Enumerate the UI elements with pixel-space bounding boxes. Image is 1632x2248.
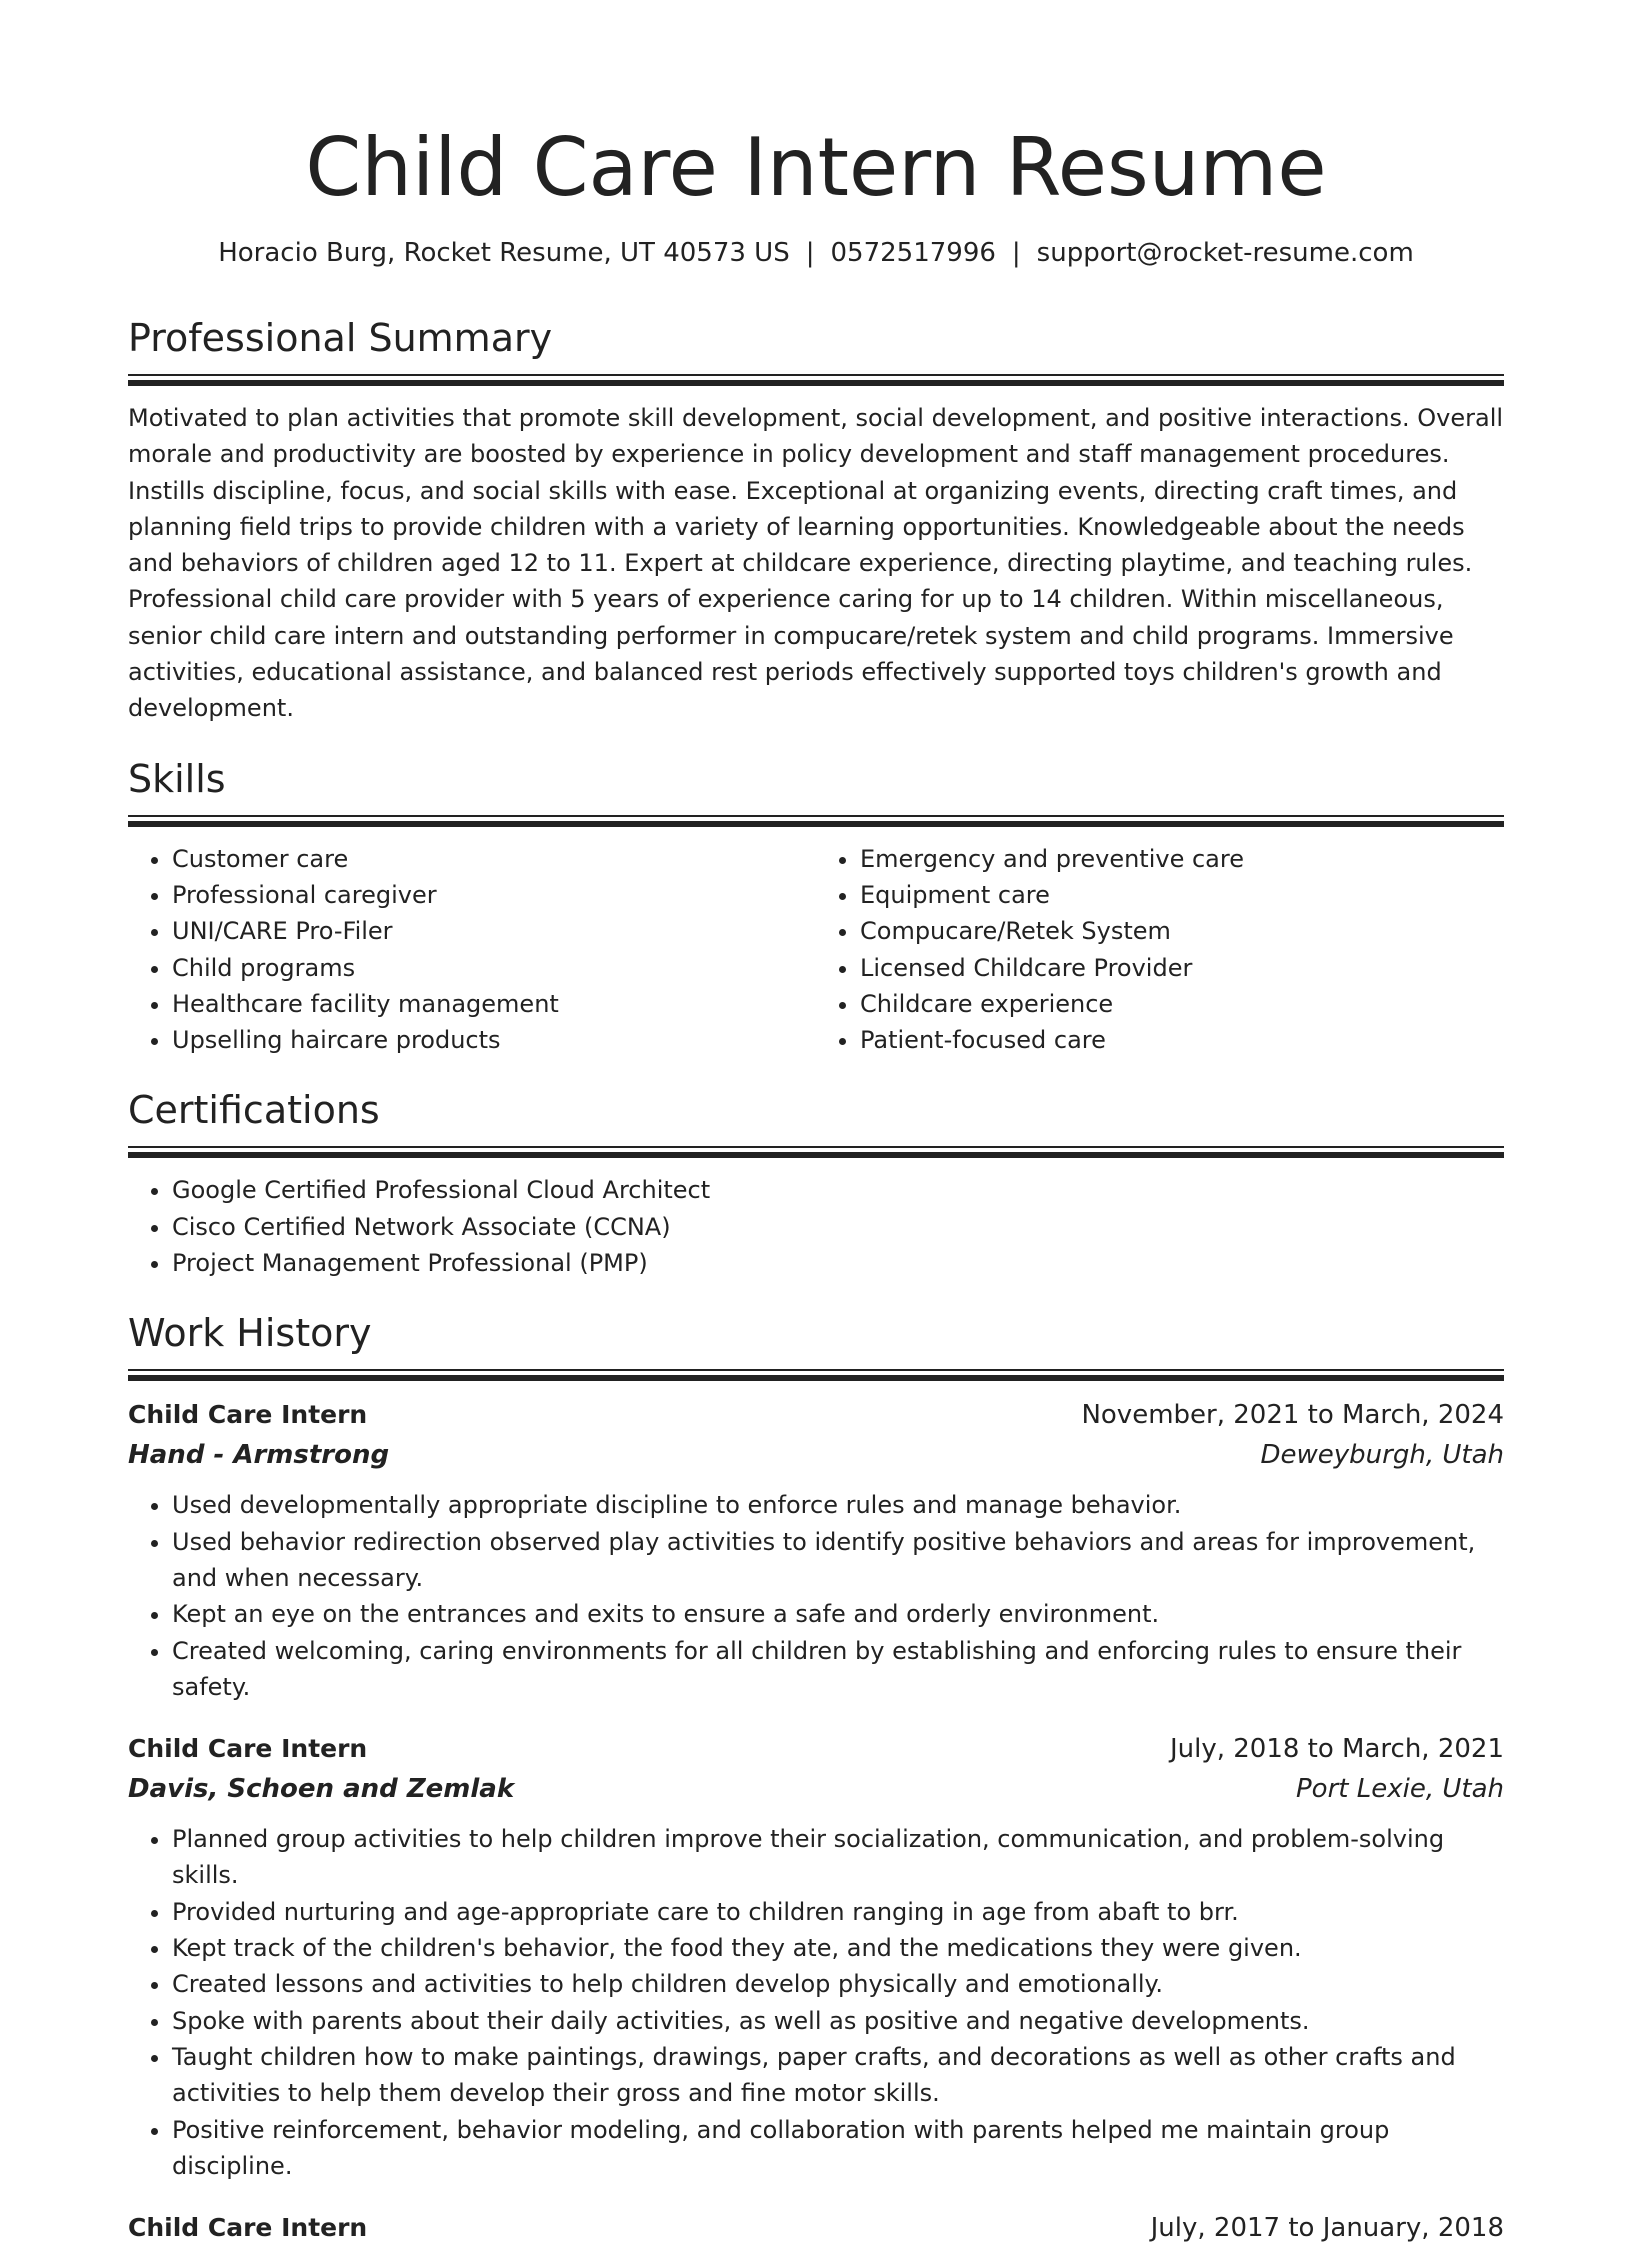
work-history-heading: Work History bbox=[128, 1311, 372, 1356]
resume-page bbox=[128, 0, 1504, 2248]
skill-item: • Upselling haircare products bbox=[172, 1022, 816, 1058]
certification-item: • Project Management Professional (PMP) bbox=[172, 1245, 1504, 1281]
contact-line bbox=[128, 236, 1504, 270]
skill-item: • Child programs bbox=[172, 950, 816, 986]
job-title: Child Care Intern bbox=[128, 1734, 368, 1764]
job-bullet: • Kept track of the children's behavior, the food they ate, and the medications they were given. bbox=[172, 1930, 1504, 1966]
job-bullet: • Spoke with parents about their daily activities, as well as positive and negative developments. bbox=[172, 2003, 1504, 2039]
job-bullet: • Created welcoming, caring environments for all children by establishing and enforcing rules to ensure their safety. bbox=[172, 1633, 1504, 1706]
job-location: Deweyburgh, Utah bbox=[1260, 1440, 1504, 1471]
job-entry bbox=[128, 1729, 1504, 2184]
job-dates: July, 2018 to March, 2021 bbox=[1169, 1734, 1504, 1765]
job-bullets bbox=[128, 1487, 1504, 1705]
skill-item: • Patient-focused care bbox=[860, 1022, 1504, 1058]
job-company: Davis, Schoen and Zemlak bbox=[128, 1774, 515, 1805]
contact-address: Horacio Burg, Rocket Resume, UT 40573 US bbox=[218, 238, 790, 268]
job-bullets bbox=[128, 1821, 1504, 2184]
section-divider bbox=[128, 1369, 1504, 1381]
skill-item: • Professional caregiver bbox=[172, 877, 816, 913]
job-bullet: • Used behavior redirection observed play activities to identify positive behaviors and areas for improvement, and when necessary. bbox=[172, 1524, 1504, 1597]
job-entry bbox=[128, 2208, 1504, 2248]
job-bullet: • Created lessons and activities to help children develop physically and emotionally. bbox=[172, 1966, 1504, 2002]
skill-item: • Equipment care bbox=[860, 877, 1504, 913]
job-header bbox=[128, 1729, 1504, 1769]
job-subheader bbox=[128, 1435, 1504, 1475]
certifications-section bbox=[128, 1086, 1504, 1281]
summary-section bbox=[128, 314, 1504, 727]
job-entry bbox=[128, 1395, 1504, 1705]
skill-item: • Emergency and preventive care bbox=[860, 841, 1504, 877]
job-header bbox=[128, 1395, 1504, 1435]
skills-list-left bbox=[128, 841, 816, 1059]
skill-item: • Customer care bbox=[172, 841, 816, 877]
job-bullet: • Positive reinforcement, behavior modeling, and collaboration with parents helped me maintain group discipline. bbox=[172, 2112, 1504, 2185]
certifications-list bbox=[128, 1172, 1504, 1281]
job-dates: July, 2017 to January, 2018 bbox=[1150, 2213, 1504, 2244]
contact-email: support@rocket-resume.com bbox=[1036, 238, 1414, 268]
skill-item: • Healthcare facility management bbox=[172, 986, 816, 1022]
skills-heading: Skills bbox=[128, 756, 226, 801]
job-bullet: • Used developmentally appropriate discipline to enforce rules and manage behavior. bbox=[172, 1487, 1504, 1523]
job-bullet: • Provided nurturing and age-appropriate care to children ranging in age from abaft to brr. bbox=[172, 1894, 1504, 1930]
skills-list-right bbox=[816, 841, 1504, 1059]
job-title: Child Care Intern bbox=[128, 1400, 368, 1430]
contact-separator: | bbox=[805, 238, 815, 268]
skill-item: • Childcare experience bbox=[860, 986, 1504, 1022]
work-history-section bbox=[128, 1309, 1504, 2248]
resume-title: Child Care Intern Resume bbox=[305, 121, 1327, 214]
job-header bbox=[128, 2208, 1504, 2248]
skill-item: • UNI/CARE Pro-Filer bbox=[172, 913, 816, 949]
job-company: Hand - Armstrong bbox=[128, 1440, 390, 1471]
skill-item: • Compucare/Retek System bbox=[860, 913, 1504, 949]
contact-phone: 0572517996 bbox=[830, 238, 996, 268]
section-divider bbox=[128, 1146, 1504, 1158]
section-divider bbox=[128, 815, 1504, 827]
certification-item: • Cisco Certified Network Associate (CCNA) bbox=[172, 1209, 1504, 1245]
job-subheader bbox=[128, 1769, 1504, 1809]
contact-separator: | bbox=[1011, 238, 1021, 268]
job-bullet: • Taught children how to make paintings, drawings, paper crafts, and decorations as well as other crafts and activities to help them develop their gross and fine motor skills. bbox=[172, 2039, 1504, 2112]
job-title: Child Care Intern bbox=[128, 2213, 368, 2243]
skills-section bbox=[128, 755, 1504, 1059]
job-bullet: • Planned group activities to help children improve their socialization, communication, and problem-solving skills. bbox=[172, 1821, 1504, 1894]
job-bullet: • Kept an eye on the entrances and exits to ensure a safe and orderly environment. bbox=[172, 1596, 1504, 1632]
summary-heading: Professional Summary bbox=[128, 316, 553, 360]
certification-item: • Google Certified Professional Cloud Architect bbox=[172, 1172, 1504, 1208]
summary-text: Motivated to plan activities that promote skill development, social development, and positive interactions. Overall morale and productivity are boosted by experience in policy development and staff management procedures. Instills discipline, focus, and social skills with ease. Exceptional at organizing events, directing craft times, and planning field trips to provide children with a variety of learning opportunities. Knowledgeable about the needs and behaviors of children aged 12 to 11. Expert at childcare experience, directing playtime, and teaching rules. Professional child care provider with 5 years of experience caring for up to 14 children. Within miscellaneous, senior child care intern and outstanding performer in compucare/retek system and child programs. Immersive activities, educational assistance, and balanced rest periods effectively supported toys children's growth and development. bbox=[128, 404, 1504, 723]
section-divider bbox=[128, 374, 1504, 386]
job-location: Port Lexie, Utah bbox=[1296, 1774, 1504, 1805]
job-dates: November, 2021 to March, 2024 bbox=[1081, 1400, 1504, 1431]
certifications-heading: Certifications bbox=[128, 1088, 380, 1133]
skills-grid bbox=[128, 841, 1504, 1059]
skill-item: • Licensed Childcare Provider bbox=[860, 950, 1504, 986]
